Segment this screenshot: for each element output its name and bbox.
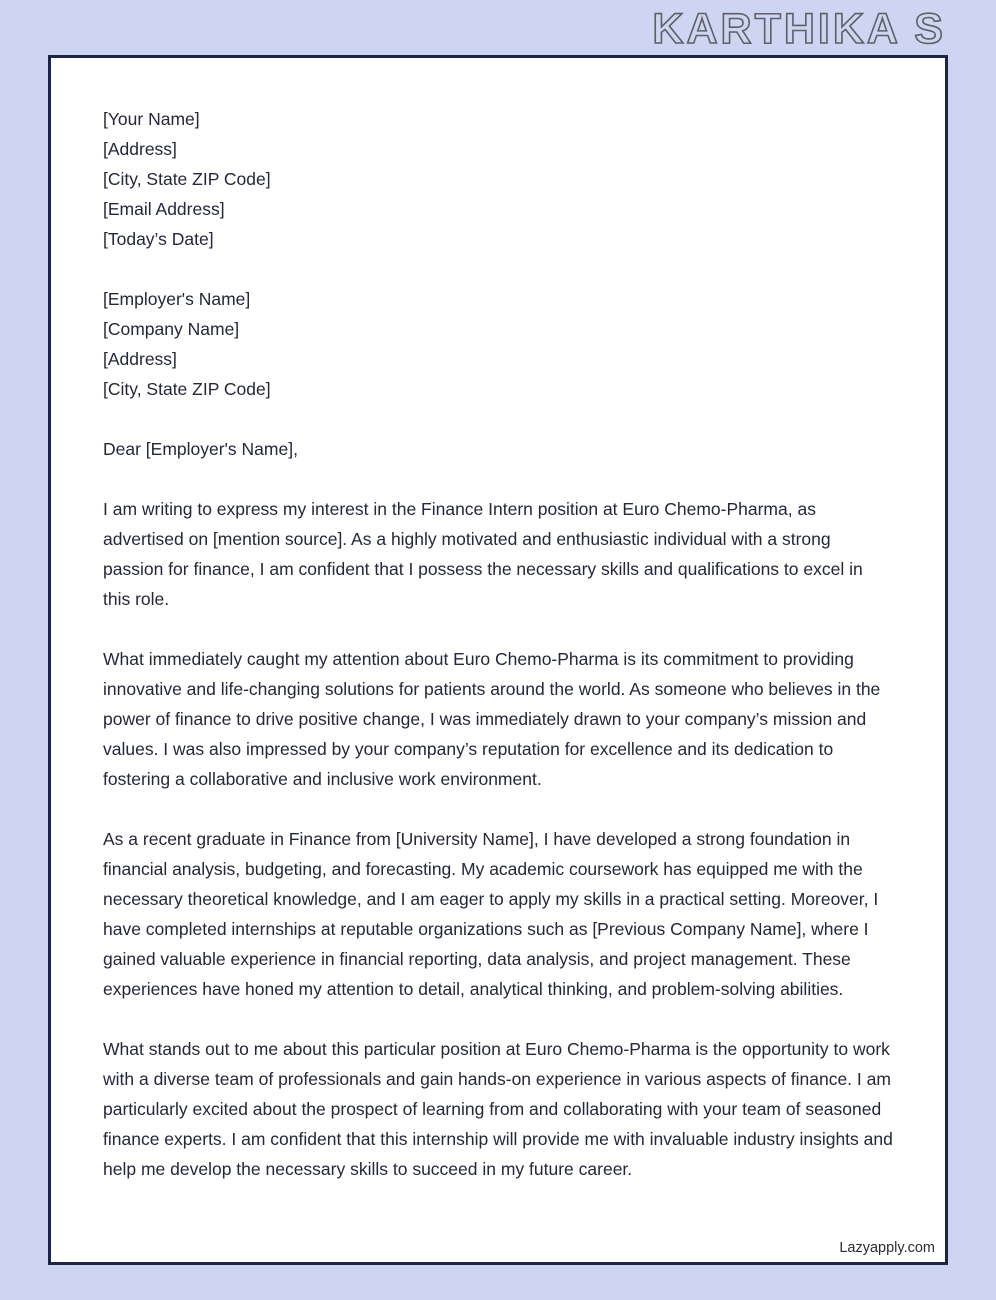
recipient-line: [Address] — [103, 349, 177, 369]
recipient-line: [City, State ZIP Code] — [103, 379, 271, 399]
sender-block — [103, 104, 893, 254]
paragraph: What immediately caught my attention about Euro Chemo-Pharma is its commitment to providing innovative and life-changing solutions for patients around the world. As someone who believes in the power of finance to drive positive change, I was immediately drawn to your company’s mission and values. I was also impressed by your company’s reputation for excellence and its dedication to fostering a collaborative and inclusive work environment. — [103, 649, 881, 789]
sender-line: [Your Name] — [103, 109, 200, 129]
recipient-block — [103, 284, 893, 404]
watermark: Lazyapply.com — [839, 1240, 935, 1256]
cover-letter — [51, 58, 945, 1184]
paragraph: As a recent graduate in Finance from [University Name], I have developed a strong foundation in financial analysis, budgeting, and forecasting. My academic coursework has equipped me with the necessary theoretical knowledge, and I am eager to apply my skills in a practical setting. Moreover, I have completed internships at reputable organizations such as [Previous Company Name], where I gained valuable experience in financial reporting, data analysis, and project management. These experiences have honed my attention to detail, analytical thinking, and problem-solving abilities. — [103, 829, 879, 999]
brand-logo: KARTHIKA S — [652, 5, 946, 53]
paragraph: What stands out to me about this particular position at Euro Chemo-Pharma is the opportunity to work with a diverse team of professionals and gain hands-on experience in various aspects of finance. I am particularly excited about the prospect of learning from and collaborating with your team of seasoned finance experts. I am confident that this internship will provide me with invaluable industry insights and help me develop the necessary skills to succeed in my future career. — [103, 1039, 893, 1179]
sender-line: [Email Address] — [103, 199, 225, 219]
recipient-line: [Employer's Name] — [103, 289, 251, 309]
document-page — [48, 55, 948, 1265]
sender-line: [City, State ZIP Code] — [103, 169, 271, 189]
salutation: Dear [Employer's Name], — [103, 439, 298, 459]
sender-line: [Today’s Date] — [103, 229, 214, 249]
recipient-line: [Company Name] — [103, 319, 240, 339]
paragraph: I am writing to express my interest in the Finance Intern position at Euro Chemo-Pharma, as advertised on [mention source]. As a highly motivated and enthusiastic individual with a strong passion for finance, I am confident that I possess the necessary skills and qualifications to excel in this role. — [103, 499, 863, 609]
sender-line: [Address] — [103, 139, 177, 159]
